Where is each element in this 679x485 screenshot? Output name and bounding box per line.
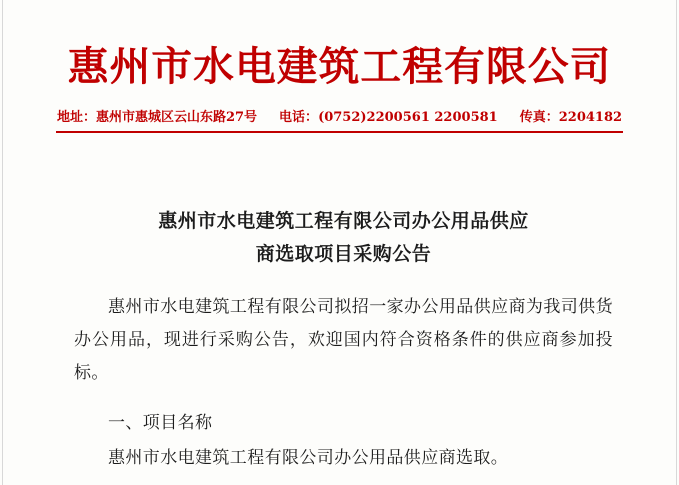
company-name: 惠州市水电建筑工程有限公司 xyxy=(67,43,612,90)
page-left-border xyxy=(2,0,3,485)
document-title-line-1: 惠州市水电建筑工程有限公司办公用品供应 xyxy=(158,210,529,232)
document-body xyxy=(74,205,613,474)
contact-info-row xyxy=(56,106,623,125)
intro-paragraph: 惠州市水电建筑工程有限公司拟招一家办公用品供应商为我司供货办公用品，现进行采购公告，欢迎国内符合资格条件的供应商参加投标。 xyxy=(74,296,613,382)
page-right-border xyxy=(676,0,677,485)
fax-value: 2204182 xyxy=(558,110,623,125)
address-value: 惠州市惠城区云山东路27号 xyxy=(95,110,258,125)
document-title-line-2: 商选取项目采购公告 xyxy=(255,243,432,266)
phone-label: 电话： xyxy=(279,110,319,125)
address-label: 地址： xyxy=(56,110,96,125)
letterhead-divider xyxy=(56,131,623,133)
section-heading-1: 一、项目名称 xyxy=(108,412,213,432)
fax-label: 传真： xyxy=(519,110,559,125)
letterhead xyxy=(56,44,623,133)
document-title xyxy=(74,205,613,272)
section-body-1: 惠州市水电建筑工程有限公司办公用品供应商选取。 xyxy=(108,448,509,468)
phone-value: (0752)2200561 2200581 xyxy=(318,110,498,125)
